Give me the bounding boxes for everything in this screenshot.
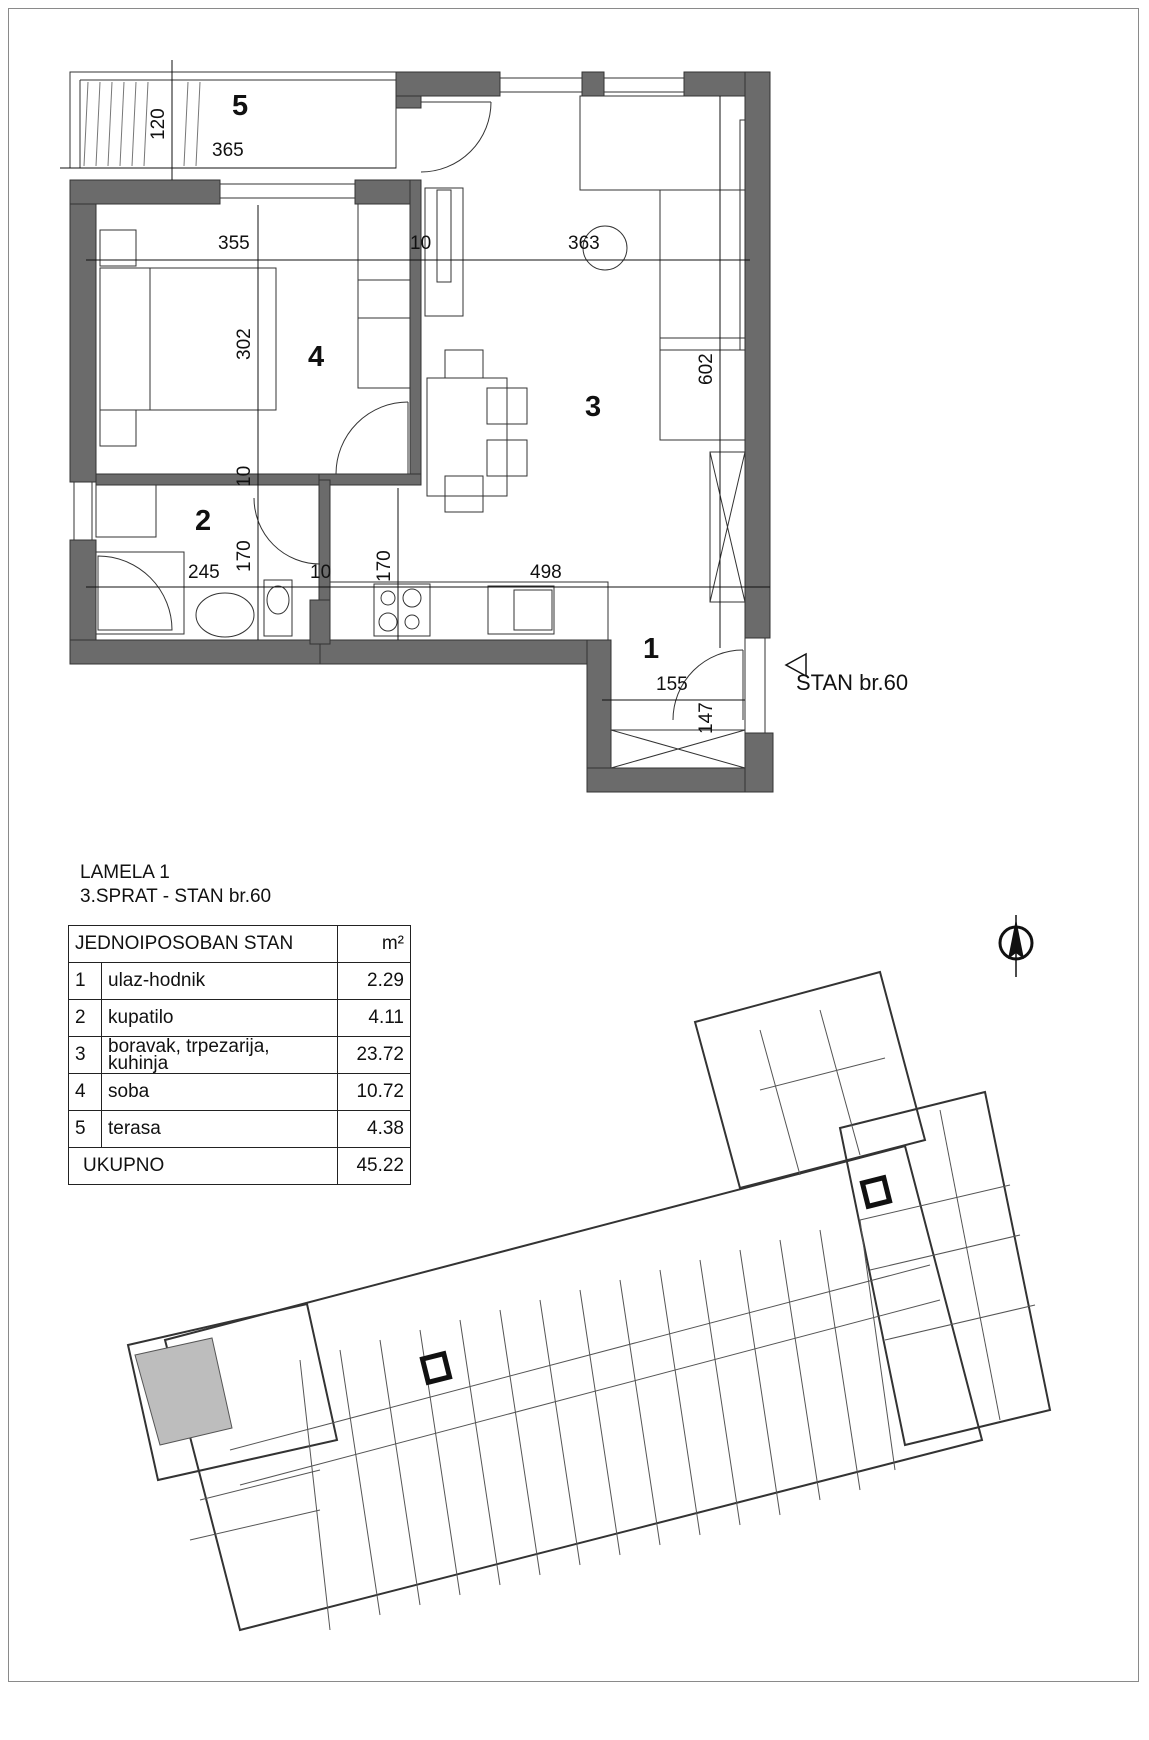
dim-room4-depth: 302 [234,328,255,360]
table-title: JEDNOIPOSOBAN STAN [69,926,338,963]
row-number: 3 [69,1037,102,1074]
room-number-4: 4 [308,341,325,373]
dim-kitchen-width: 498 [530,562,562,583]
dim-entry-depth: 147 [696,702,717,734]
lamela-label: LAMELA 1 [80,862,170,883]
row-number: 2 [69,1000,102,1037]
total-label: UKUPNO [69,1148,338,1185]
dim-wall-a: 10 [410,233,432,254]
dim-bath-depth: 170 [234,540,255,572]
row-name: terasa [102,1111,338,1148]
dim-hall-depth: 170 [374,550,395,582]
row-name: kupatilo [102,1000,338,1037]
dim-room4-width: 355 [218,233,250,254]
dim-entry-width: 155 [656,674,688,695]
floor-plan [0,0,1149,820]
row-number: 1 [69,963,102,1000]
row-number: 5 [69,1111,102,1148]
room-number-3: 3 [585,391,602,423]
row-area: 2.29 [338,963,411,1000]
room-number-5: 5 [232,90,249,122]
dim-bath-width: 245 [188,562,220,583]
row-area: 23.72 [338,1037,411,1074]
dim-wall-b: 10 [234,465,255,487]
dim-terrace-width: 365 [212,140,244,161]
entrance-label: STAN br.60 [796,670,909,695]
highlighted-apartment [135,1338,232,1445]
row-area: 10.72 [338,1074,411,1111]
dim-room3-depth: 602 [696,353,717,385]
row-area: 4.11 [338,1000,411,1037]
row-area: 4.38 [338,1111,411,1148]
total-area: 45.22 [338,1148,411,1185]
dim-wall-c: 10 [310,562,332,583]
row-name: ulaz-hodnik [102,963,338,1000]
row-number: 4 [69,1074,102,1111]
dim-terrace-depth: 120 [148,108,169,140]
table-unit: m² [338,926,411,963]
row-name: boravak, trpezarija, kuhinja [102,1037,338,1074]
row-name: soba [102,1074,338,1111]
floor-label: 3.SPRAT - STAN br.60 [80,886,272,907]
room-number-1: 1 [643,633,660,665]
dim-room3-width: 363 [568,233,600,254]
key-plan [0,940,1149,1740]
room-number-2: 2 [195,505,212,537]
